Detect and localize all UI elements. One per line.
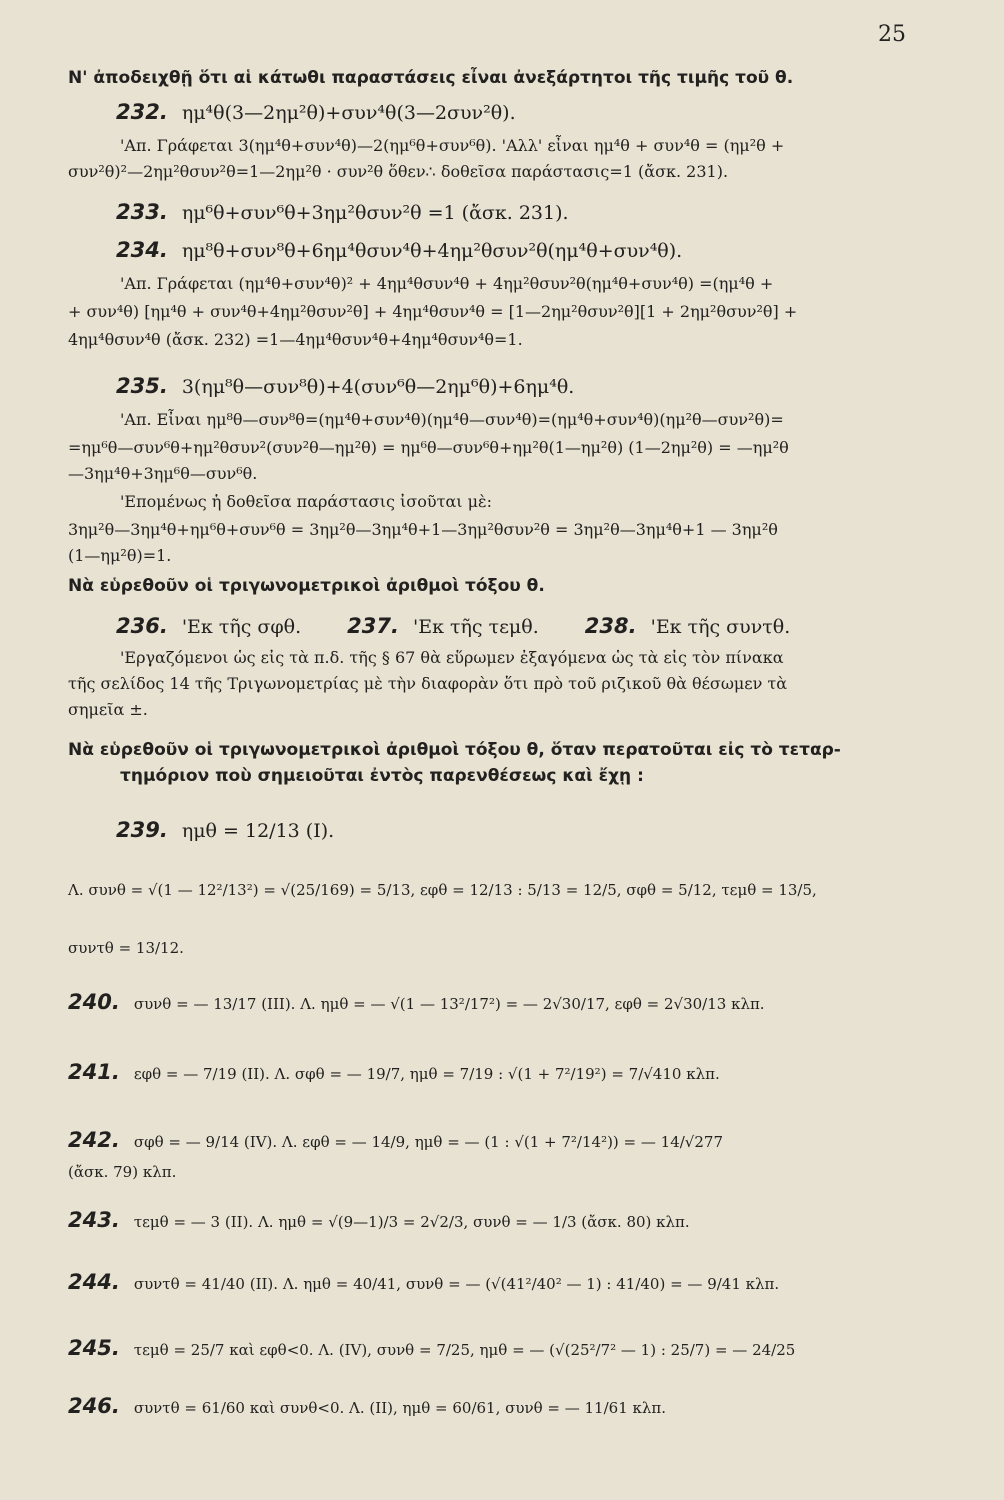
exercise-243 [68, 1208, 908, 1234]
exercise-expression: ημ⁸θ+συν⁸θ+6ημ⁴θσυν⁴θ+4ημ²θσυν²θ(ημ⁴θ+συν⁴θ). [181, 240, 683, 262]
exercise-number: 233. [116, 200, 168, 224]
exercise-234 [68, 238, 908, 263]
solution-line: 'Απ. Εἶναι ημ⁸θ—συν⁸θ=(ημ⁴θ+συν⁴θ)(ημ⁴θ—συν⁴θ)=(ημ⁴θ+συν⁴θ)(ημ²θ—συν²θ)= [120, 410, 784, 429]
exercise-expression: τεμθ = — 3 (II). Λ. ημθ = √(9—1)/3 = 2√2/3, συνθ = — 1/3 (ἄσκ. 80) κλπ. [133, 1213, 690, 1231]
exercise-number: 238. [584, 614, 637, 638]
exercise-number: 245. [68, 1336, 120, 1360]
exercise-number: 236. [116, 614, 168, 638]
exercise-number: 240. [68, 990, 120, 1014]
exercise-239 [68, 818, 908, 843]
exercise-number: 246. [68, 1394, 120, 1418]
exercise-expression: ημθ = 12/13 (I). [181, 820, 335, 842]
solution-line: 'Απ. Γράφεται 3(ημ⁴θ+συν⁴θ)—2(ημ⁶θ+συν⁶θ). 'Αλλ' εἶναι ημ⁴θ + συν⁴θ = (ημ²θ + [120, 136, 785, 155]
exercise-233 [68, 200, 908, 225]
exercise-expression: σφθ = — 9/14 (IV). Λ. εφθ = — 14/9, ημθ = — (1 : √(1 + 7²/14²)) = — 14/√277 [133, 1133, 723, 1151]
exercise-240 [68, 990, 908, 1016]
exercise-241 [68, 1060, 908, 1086]
exercise-number: 243. [68, 1208, 120, 1232]
solution-line: σημεῖα ±. [68, 700, 148, 719]
exercise-number: 242. [68, 1128, 120, 1152]
exercise-245 [68, 1336, 908, 1362]
exercise-expression: ημ⁴θ(3—2ημ²θ)+συν⁴θ(3—2συν²θ). [181, 102, 516, 124]
solution-line: 'Απ. Γράφεται (ημ⁴θ+συν⁴θ)² + 4ημ⁴θσυν⁴θ + 4ημ²θσυν²θ(ημ⁴θ+συν⁴θ) =(ημ⁴θ + [120, 274, 774, 293]
exercise-number: 237. [347, 614, 399, 638]
section-heading: Νὰ εὑρεθοῦν οἱ τριγωνομετρικοὶ ἀριθμοὶ τόξου θ, ὅταν περατοῦται εἰς τὸ τεταρ- [68, 740, 841, 760]
solution-line: (ἄσκ. 79) κλπ. [68, 1163, 177, 1181]
solution-line: 4ημ⁴θσυν⁴θ (ἄσκ. 232) =1—4ημ⁴θσυν⁴θ+4ημ⁴θσυν⁴θ=1. [68, 330, 523, 349]
exercise-expression: 'Εκ τῆς συντθ. [650, 616, 791, 638]
exercise-expression: ημ⁶θ+συν⁶θ+3ημ²θσυν²θ =1 (ἄσκ. 231). [181, 202, 569, 224]
solution-line: 'Επομένως ἡ δοθεῖσα παράστασις ἰσοῦται μὲ: [120, 492, 492, 511]
section-heading: Ν' ἀποδειχθῇ ὅτι αἱ κάτωθι παραστάσεις εἶναι ἀνεξάρτητοι τῆς τιμῆς τοῦ θ. [68, 68, 794, 88]
section-heading: Νὰ εὑρεθοῦν οἱ τριγωνομετρικοὶ ἀριθμοὶ τόξου θ. [68, 576, 545, 596]
solution-line: τῆς σελίδος 14 τῆς Τριγωνομετρίας μὲ τὴν διαφορὰν ὅτι πρὸ τοῦ ριζικοῦ θὰ θέσωμεν τὰ [68, 674, 788, 693]
exercise-expression: 'Εκ τῆς σφθ. [181, 616, 302, 638]
exercise-244 [68, 1270, 908, 1296]
exercise-number: 232. [116, 100, 168, 124]
solution-line: —3ημ⁴θ+3ημ⁶θ—συν⁶θ. [68, 464, 258, 483]
exercise-232 [68, 100, 908, 125]
exercise-number: 241. [68, 1060, 120, 1084]
solution-line: συντθ = 13/12. [68, 939, 184, 957]
exercise-expression: συνθ = — 13/17 (III). Λ. ημθ = — √(1 — 13²/17²) = — 2√30/17, εφθ = 2√30/13 κλπ. [133, 995, 765, 1013]
solution-line: 'Εργαζόμενοι ὡς εἰς τὰ π.δ. τῆς § 67 θὰ εὕρωμεν ἐξαγόμενα ὡς τὰ εἰς τὸν πίνακα [120, 648, 784, 667]
exercise-expression: τεμθ = 25/7 καὶ εφθ<0. Λ. (IV), συνθ = 7/25, ημθ = — (√(25²/7² — 1) : 25/7) = — 24/25 [133, 1341, 796, 1359]
exercise-expression: συντθ = 41/40 (II). Λ. ημθ = 40/41, συνθ = — (√(41²/40² — 1) : 41/40) = — 9/41 κλπ. [133, 1275, 780, 1293]
exercise-242 [68, 1128, 908, 1154]
exercise-expression: 'Εκ τῆς τεμθ. [413, 616, 539, 638]
page-number: 25 [878, 22, 906, 47]
exercise-number: 235. [116, 374, 168, 398]
exercise-235 [68, 374, 908, 399]
solution-line: (1—ημ²θ)=1. [68, 546, 172, 565]
section-heading: τημόριον ποὺ σημειοῦται ἐντὸς παρενθέσεως καὶ ἔχῃ : [120, 766, 644, 786]
solution-line: =ημ⁶θ—συν⁶θ+ημ²θσυν²(συν²θ—ημ²θ) = ημ⁶θ—συν⁶θ+ημ²θ(1—ημ²θ) (1—2ημ²θ) = —ημ²θ [68, 438, 789, 457]
solution-line: + συν⁴θ) [ημ⁴θ + συν⁴θ+4ημ²θσυν²θ] + 4ημ⁴θσυν⁴θ = [1—2ημ²θσυν²θ][1 + 2ημ²θσυν²θ] + [68, 302, 798, 321]
exercise-expression: συντθ = 61/60 καὶ συνθ<0. Λ. (II), ημθ = 60/61, συνθ = — 11/61 κλπ. [133, 1399, 667, 1417]
solution-line: συν²θ)²—2ημ²θσυν²θ=1—2ημ²θ · συν²θ ὅθεν∴ δοθεῖσα παράστασις=1 (ἄσκ. 231). [68, 162, 729, 181]
solution-line: 3ημ²θ—3ημ⁴θ+ημ⁶θ+συν⁶θ = 3ημ²θ—3ημ⁴θ+1—3ημ²θσυν²θ = 3ημ²θ—3ημ⁴θ+1 — 3ημ²θ [68, 520, 778, 539]
exercise-number: 239. [116, 818, 168, 842]
solution-line: Λ. συνθ = √(1 — 12²/13²) = √(25/169) = 5/13, εφθ = 12/13 : 5/13 = 12/5, σφθ = 5/12, τεμθ = 13/5, [68, 881, 817, 899]
exercise-expression: 3(ημ⁸θ—συν⁸θ)+4(συν⁶θ—2ημ⁶θ)+6ημ⁴θ. [181, 376, 575, 398]
exercise-236-238 [68, 614, 908, 639]
exercise-246 [68, 1394, 908, 1420]
exercise-expression: εφθ = — 7/19 (II). Λ. σφθ = — 19/7, ημθ = 7/19 : √(1 + 7²/19²) = 7/√410 κλπ. [133, 1065, 720, 1083]
exercise-number: 244. [68, 1270, 120, 1294]
exercise-number: 234. [116, 238, 168, 262]
